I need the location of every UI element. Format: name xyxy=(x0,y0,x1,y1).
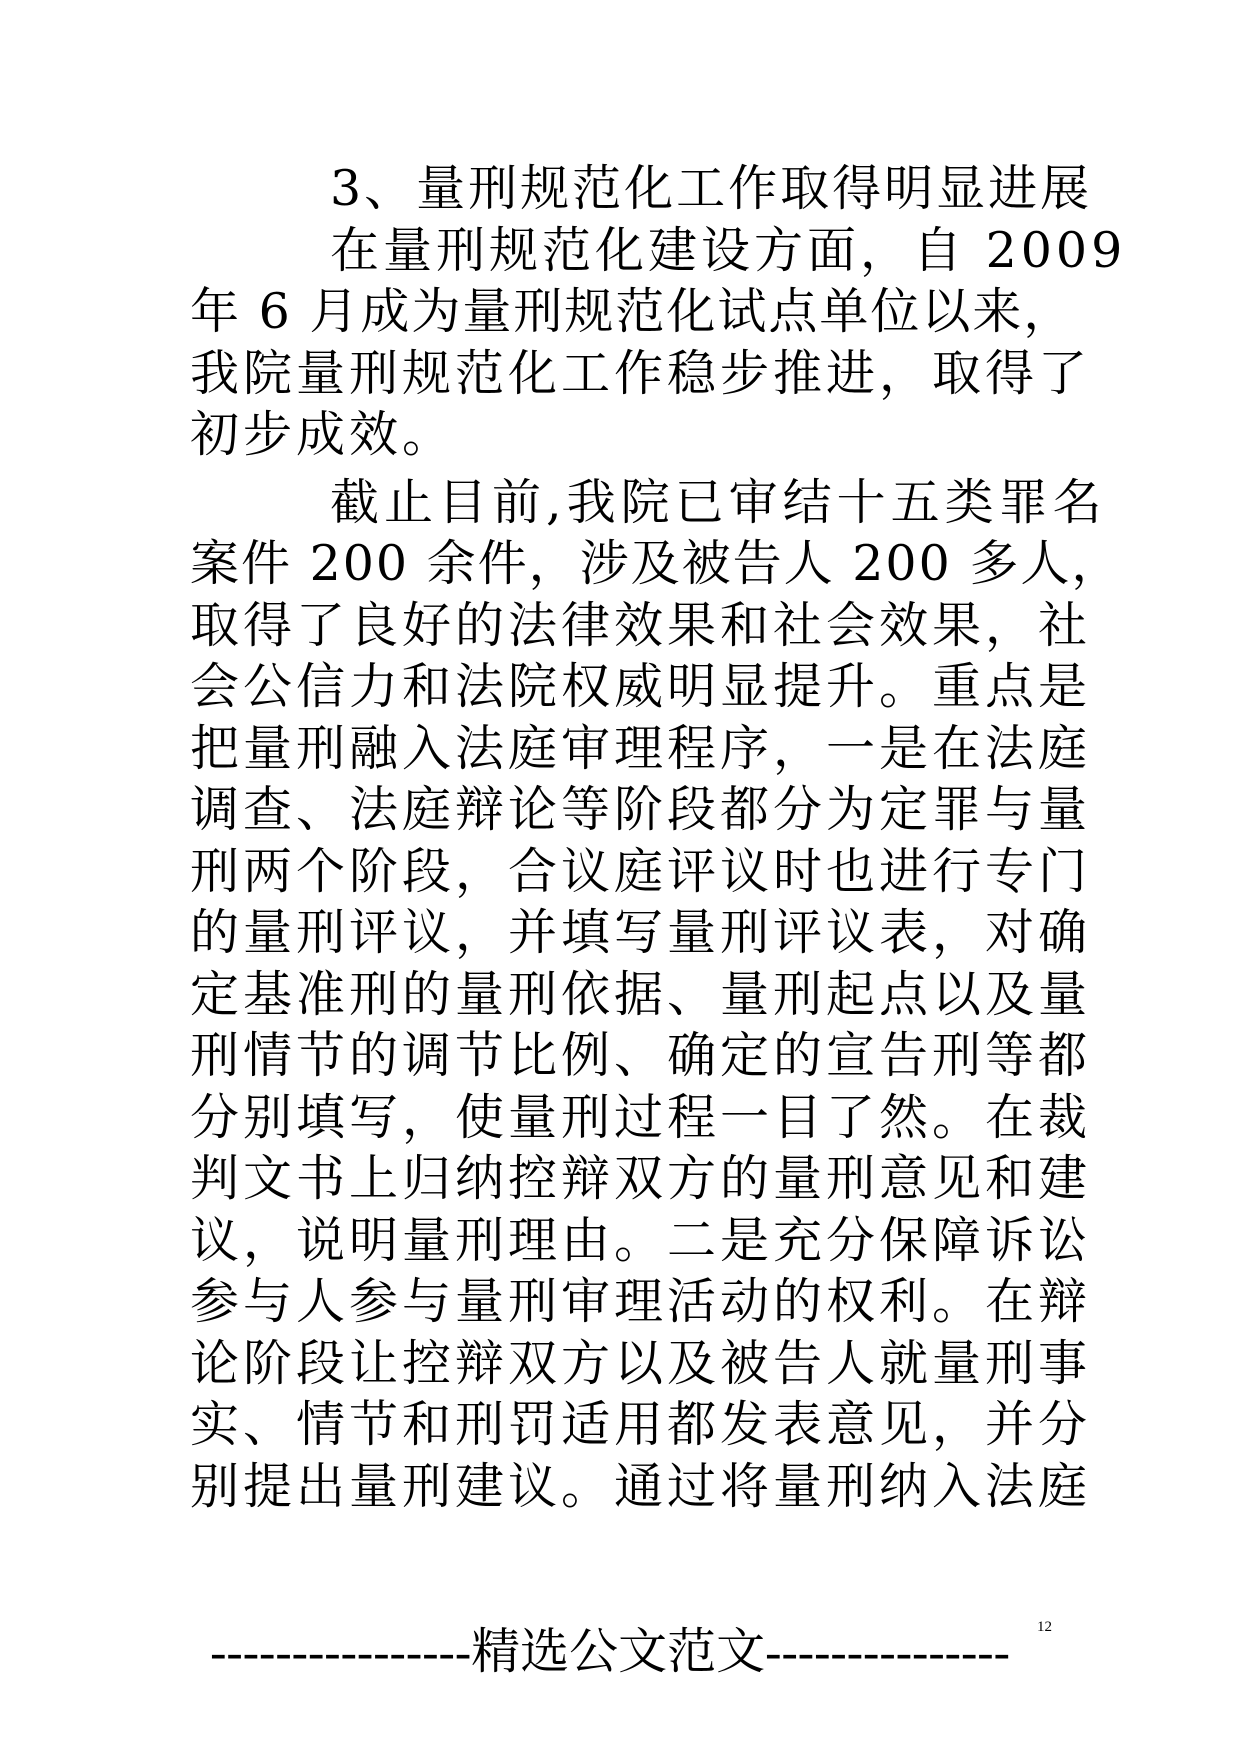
footer-left-dashes: ---------------- xyxy=(210,1624,472,1679)
paragraph-line: 议，说明量刑理由。二是充分保障诉讼 xyxy=(190,1211,1092,1269)
footer-text: 精选公文范文 xyxy=(471,1623,766,1680)
paragraph-line: 定基准刑的量刑依据、量刑起点以及量 xyxy=(190,965,1092,1023)
paragraph-line: 刑两个阶段，合议庭评议时也进行专门 xyxy=(190,842,1092,900)
paragraph-line: 会公信力和法院权威明显提升。重点是 xyxy=(190,658,1092,715)
paragraph-line: 参与人参与量刑审理活动的权利。在辩 xyxy=(190,1273,1092,1330)
footer-right-dashes: --------------- xyxy=(765,1624,1010,1679)
paragraph-line: 取得了良好的法律效果和社会效果，社 xyxy=(190,596,1092,654)
paragraph-line: 分别填写，使量刑过程一目了然。在裁 xyxy=(190,1088,1092,1146)
paragraph-line: 截止目前,我院已审结十五类罪名 xyxy=(330,473,1107,531)
paragraph-1 xyxy=(190,220,1127,466)
section-heading: 3、量刑规范化工作取得明显进展 xyxy=(330,160,1093,217)
paragraph-line: 刑情节的调节比例、确定的宣告刑等都 xyxy=(190,1027,1092,1084)
page-number: 12 xyxy=(1037,1619,1052,1635)
paragraph-line: 案件 200 余件，涉及被告人 200 多人， xyxy=(190,535,1123,592)
paragraph-line: 别提出量刑建议。通过将量刑纳入法庭 xyxy=(190,1457,1092,1515)
paragraph-2 xyxy=(190,472,1123,1518)
paragraph-line: 调查、法庭辩论等阶段都分为定罪与量 xyxy=(190,781,1092,838)
paragraph-line: 在量刑规范化建设方面，自 2009 xyxy=(330,221,1127,279)
paragraph-line: 把量刑融入法庭审理程序，一是在法庭 xyxy=(190,719,1092,777)
paragraph-line: 实、情节和刑罚适用都发表意见，并分 xyxy=(190,1396,1092,1453)
paragraph-line: 论阶段让控辩双方以及被告人就量刑事 xyxy=(190,1334,1092,1392)
paragraph-line: 年 6 月成为量刑规范化试点单位以来， xyxy=(190,283,1075,340)
document-body xyxy=(190,158,1127,1517)
footer xyxy=(190,1622,1030,1682)
paragraph-line: 我院量刑规范化工作稳步推进，取得了 xyxy=(190,344,1092,402)
paragraph-line: 判文书上归纳控辩双方的量刑意见和建 xyxy=(190,1150,1092,1207)
paragraph-line: 初步成效。 xyxy=(190,406,456,463)
paragraph-line: 的量刑评议，并填写量刑评议表，对确 xyxy=(190,904,1092,961)
